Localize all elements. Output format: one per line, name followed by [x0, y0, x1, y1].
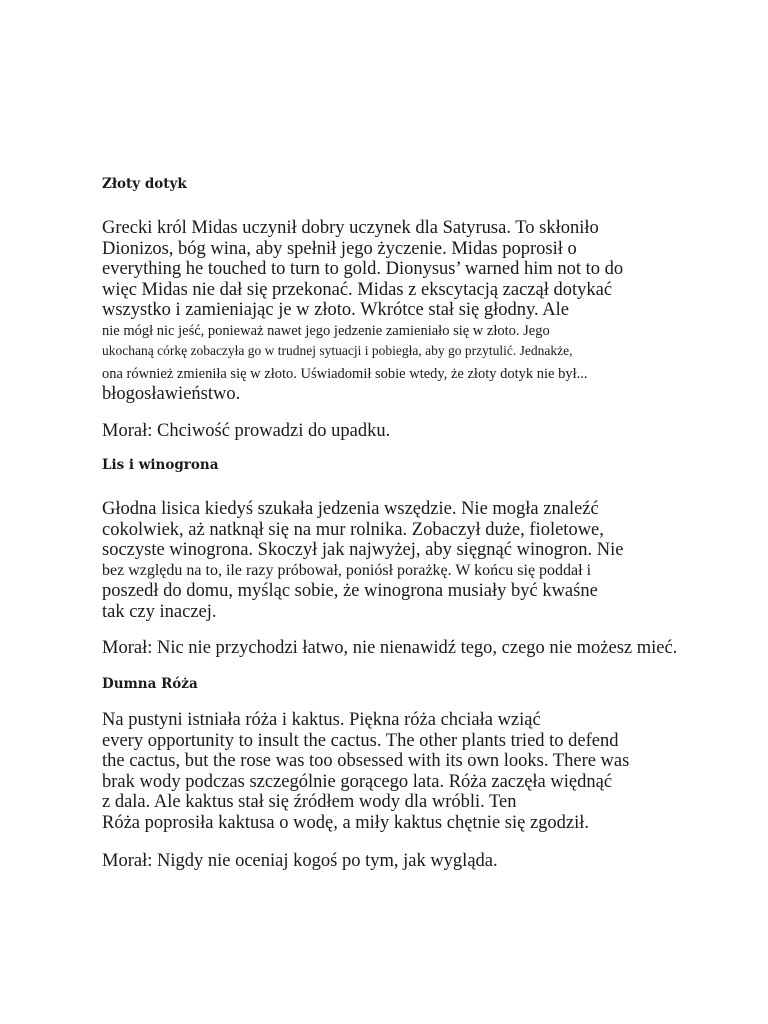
story-line: soczyste winogrona. Skoczył jak najwyżej, aby sięgnąć winogron. Nie: [102, 540, 624, 560]
story-line: nie mógł nic jeść, ponieważ nawet jego jedzenie zamieniało się w złoto. Jego: [102, 322, 550, 339]
story-line: cokolwiek, aż natknął się na mur rolnika. Zobaczył duże, fioletowe,: [102, 519, 604, 540]
story-line: z dala. Ale kaktus stał się źródłem wody dla wróbli. Ten: [102, 792, 517, 812]
story-line: everything he touched to turn to gold. Dionysus’ warned him not to do: [102, 259, 624, 279]
story-line: bez względu na to, ile razy próbował, poniósł porażkę. W końcu się poddał i: [102, 561, 592, 579]
story-line: brak wody podczas szczególnie gorącego lata. Róża zaczęła więdnąć: [102, 771, 613, 792]
story-moral: Morał: Chciwość prowadzi do upadku.: [102, 420, 391, 441]
story-line: every opportunity to insult the cactus. The other plants tried to defend: [102, 730, 619, 751]
story-zloty-dotyk: [102, 176, 752, 441]
story-line: błogosławieństwo.: [102, 384, 241, 404]
story-line: wszystko i zamieniając je w złoto. Wkrótce stał się głodny. Ale: [102, 300, 569, 320]
story-line: poszedł do domu, myśląc sobie, że winogrona musiały być kwaśne: [102, 581, 598, 601]
story-line: więc Midas nie dał się przekonać. Midas z ekscytacją zaczął dotykać: [102, 279, 613, 300]
story-dumna-roza: [102, 676, 752, 871]
story-line: Głodna lisica kiedyś szukała jedzenia wszędzie. Nie mogła znaleźć: [102, 499, 599, 519]
story-title: Dumna Róża: [102, 676, 198, 692]
story-line: ukochaną córkę zobaczyła go w trudnej sytuacji i pobiegła, aby go przytulić. Jednakże,: [102, 343, 573, 358]
story-line: ona również zmieniła się w złoto. Uświadomił sobie wtedy, że złoty dotyk nie był...: [102, 365, 588, 382]
story-moral: Morał: Nigdy nie oceniaj kogoś po tym, jak wygląda.: [102, 851, 498, 871]
story-line: Grecki król Midas uczynił dobry uczynek dla Satyrusa. To skłoniło: [102, 218, 599, 238]
story-line: Na pustyni istniała róża i kaktus. Piękna róża chciała wziąć: [102, 710, 541, 730]
story-moral: Morał: Nic nie przychodzi łatwo, nie nienawidź tego, czego nie możesz mieć.: [102, 638, 678, 658]
story-line: the cactus, but the rose was too obsessed with its own looks. There was: [102, 751, 630, 771]
story-line: Róża poprosiła kaktusa o wodę, a miły kaktus chętnie się zgodził.: [102, 812, 590, 833]
story-line: tak czy inaczej.: [102, 601, 217, 622]
story-lis-i-winogrona: [102, 457, 752, 658]
story-title: Złoty dotyk: [102, 176, 187, 192]
story-title: Lis i winogrona: [102, 457, 219, 473]
story-line: Dionizos, bóg wina, aby spełnił jego życzenie. Midas poprosił o: [102, 238, 577, 259]
story-body: [102, 710, 752, 833]
story-body: [102, 499, 752, 622]
story-body: [102, 218, 752, 405]
